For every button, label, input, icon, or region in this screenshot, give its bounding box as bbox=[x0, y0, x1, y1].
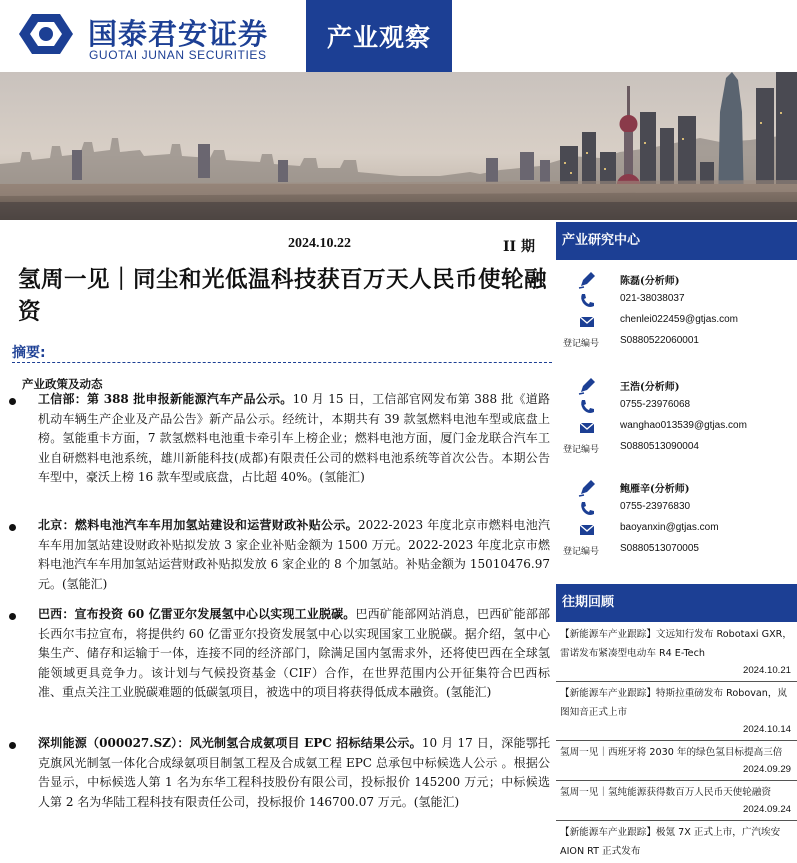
email-icon bbox=[578, 419, 596, 437]
past-issue-title[interactable]: 【新能源车产业跟踪】极氪 7X 正式上市，广汽埃安 AION RT 正式发布 bbox=[560, 827, 781, 857]
phone-icon bbox=[578, 398, 596, 416]
registration-label: 登记编号 bbox=[563, 445, 600, 455]
analyst-email[interactable]: baoyanxin@gtjas.com bbox=[620, 522, 719, 533]
past-issue-date: 2024.10.14 bbox=[742, 724, 791, 735]
email-icon bbox=[578, 313, 596, 331]
registration-label: 登记编号 bbox=[563, 339, 600, 349]
past-issue-title[interactable]: 【新能源车产业跟踪】文远知行发布 Robotaxi GXR，雷诺发布紧凑型电动车 R4 E-Tech bbox=[560, 629, 792, 659]
sidebar bbox=[556, 222, 797, 857]
past-issues-header: 往期回顾 bbox=[556, 584, 797, 622]
analyst-phone[interactable]: 0755-23976068 bbox=[620, 399, 691, 410]
bullet-icon bbox=[9, 742, 16, 749]
past-issue-title[interactable]: 氢周一见｜西班牙将 2030 年的绿色氢目标提高三倍 bbox=[560, 747, 783, 758]
analyst-name: 鲍雁辛(分析师) bbox=[620, 484, 690, 495]
news-item bbox=[38, 516, 550, 594]
past-issue-title[interactable]: 【新能源车产业跟踪】特斯拉重磅发布 Robovan，岚图知音正式上市 bbox=[560, 688, 788, 718]
past-issue-date: 2024.10.21 bbox=[742, 665, 791, 676]
analyst-phone[interactable]: 0755-23976830 bbox=[620, 501, 691, 512]
phone-icon bbox=[578, 500, 596, 518]
analyst-name: 王浩(分析师) bbox=[620, 382, 680, 393]
news-item bbox=[38, 390, 550, 488]
past-issue-date: 2024.09.29 bbox=[742, 764, 791, 775]
news-item bbox=[38, 734, 550, 812]
registration-number: S0880513070005 bbox=[620, 543, 699, 554]
past-issue-item[interactable] bbox=[556, 741, 797, 781]
news-item bbox=[38, 605, 550, 703]
logo-english-name: GUOTAI JUNAN SECURITIES bbox=[89, 48, 267, 62]
logo-chinese-name: 国泰君安证券 bbox=[88, 17, 269, 51]
past-issue-title[interactable]: 氢周一见｜氢纯能源获得数百万人民币天使轮融资 bbox=[560, 787, 772, 798]
city-skyline-banner bbox=[0, 72, 797, 220]
bullet-icon bbox=[9, 524, 16, 531]
news-item-body: 巴西矿能部网站消息，巴西矿能部部长西尔韦拉宣布，将提供约 60 亿雷亚尔投资发展氢中心以实现国家工业脱碳。据介绍，氢中心集生产、储存和运输于一体，连接不同的经济部门，除满足国内氢需求外，还将使巴西在全球氢能领域更具竞争力。该计划与气候投资基金（CIF）合作，在世界范围内公开征集符合巴西标准、重点关注工业脱碳难题的低碳氢项目，被选中的项目将获得低成本融资。(氢能汇) bbox=[38, 607, 550, 699]
research-center-header: 产业研究中心 bbox=[556, 222, 797, 260]
news-item-body: 2022-2023 年度北京市燃料电池汽车车用加氢站建设财政补贴拟发放 3 家企业补贴金额为 1500 万元。2022-2023 年度北京市燃料电池汽车车用加氢站运营财政补贴拟发放 6 家企业的 8 个加氢站。补贴金额为 15010476.97 元。(氢能汇) bbox=[38, 518, 550, 591]
past-issue-item[interactable] bbox=[556, 682, 797, 741]
email-icon bbox=[578, 521, 596, 539]
past-issues-list bbox=[556, 623, 797, 863]
news-item-lead: 北京：燃料电池汽车车用加氢站建设和运营财政补贴公示。 bbox=[38, 518, 358, 532]
skyline-image bbox=[0, 72, 797, 220]
summary-divider bbox=[12, 362, 552, 363]
news-item-lead: 深圳能源（000027.SZ）：风光制氢合成氨项目 EPC 招标结果公示。 bbox=[38, 736, 422, 750]
report-issue: II 期 bbox=[503, 239, 535, 255]
pen-icon bbox=[578, 479, 596, 497]
report-header bbox=[0, 0, 797, 72]
analyst-email[interactable]: wanghao013539@gtjas.com bbox=[620, 420, 747, 431]
analyst-name: 陈磊(分析师) bbox=[620, 276, 680, 287]
past-issue-date: 2024.09.24 bbox=[742, 804, 791, 815]
past-issue-item[interactable] bbox=[556, 623, 797, 682]
registration-number: S0880522060001 bbox=[620, 335, 699, 346]
bullet-icon bbox=[9, 398, 16, 405]
report-type-badge: 产业观察 bbox=[306, 0, 452, 72]
registration-number: S0880513090004 bbox=[620, 441, 699, 452]
main-content bbox=[0, 222, 556, 831]
past-issue-item[interactable] bbox=[556, 781, 797, 821]
news-item-lead: 巴西：宣布投资 60 亿雷亚尔发展氢中心以实现工业脱碳。 bbox=[38, 607, 356, 621]
analyst-email[interactable]: chenlei022459@gtjas.com bbox=[620, 314, 739, 325]
report-title: 氢周一见｜同尘和光低温科技获百万天人民币使轮融资 bbox=[18, 267, 548, 325]
past-issue-item[interactable] bbox=[556, 821, 797, 863]
report-date: 2024.10.22 bbox=[288, 236, 351, 251]
phone-icon bbox=[578, 292, 596, 310]
brand-logo bbox=[0, 0, 306, 72]
bullet-icon bbox=[9, 613, 16, 620]
news-item-body: 10 月 17 日，深能鄂托克旗风光制氢一体化合成绿氨项目制氢工程及合成氨工程 EPC 总承包中标候选人公示 。根据公告显示，中标候选人第 1 名为东华工程科技股份有限公司，投标报价 145200 万元；中标候选人第 2 名为华陆工程科技有限责任公司，投标报价 146700.07 万元。(氢能汇) bbox=[38, 736, 551, 809]
pen-icon bbox=[578, 271, 596, 289]
news-item-lead: 工信部：第 388 批申报新能源汽车产品公示。 bbox=[38, 392, 293, 406]
analyst-phone[interactable]: 021-38038037 bbox=[620, 293, 685, 304]
logo-hexagon-icon bbox=[18, 12, 74, 56]
summary-label: 摘要: bbox=[12, 345, 46, 361]
pen-icon bbox=[578, 377, 596, 395]
news-item-body: 10 月 15 日，工信部官网发布第 388 批《道路机动车辆生产企业及产品公告》新产品公示。经统计，本期共有 39 款氢燃料电池车型或底盘上榜。氢能重卡方面，7 款氢燃料电池重卡牵引车上榜企业；燃料电池方面，厦门金龙联合汽车工业自研燃料电池系统，雄川新能科技(成都)有限责任公司的燃料电池系统等首次公告。本期公告车型中，豪沃上榜 16 款车型或底盘，占比超 40%。(氢能汇) bbox=[38, 392, 550, 484]
registration-label: 登记编号 bbox=[563, 547, 600, 557]
section-heading: 产业政策及动态 bbox=[22, 377, 103, 391]
